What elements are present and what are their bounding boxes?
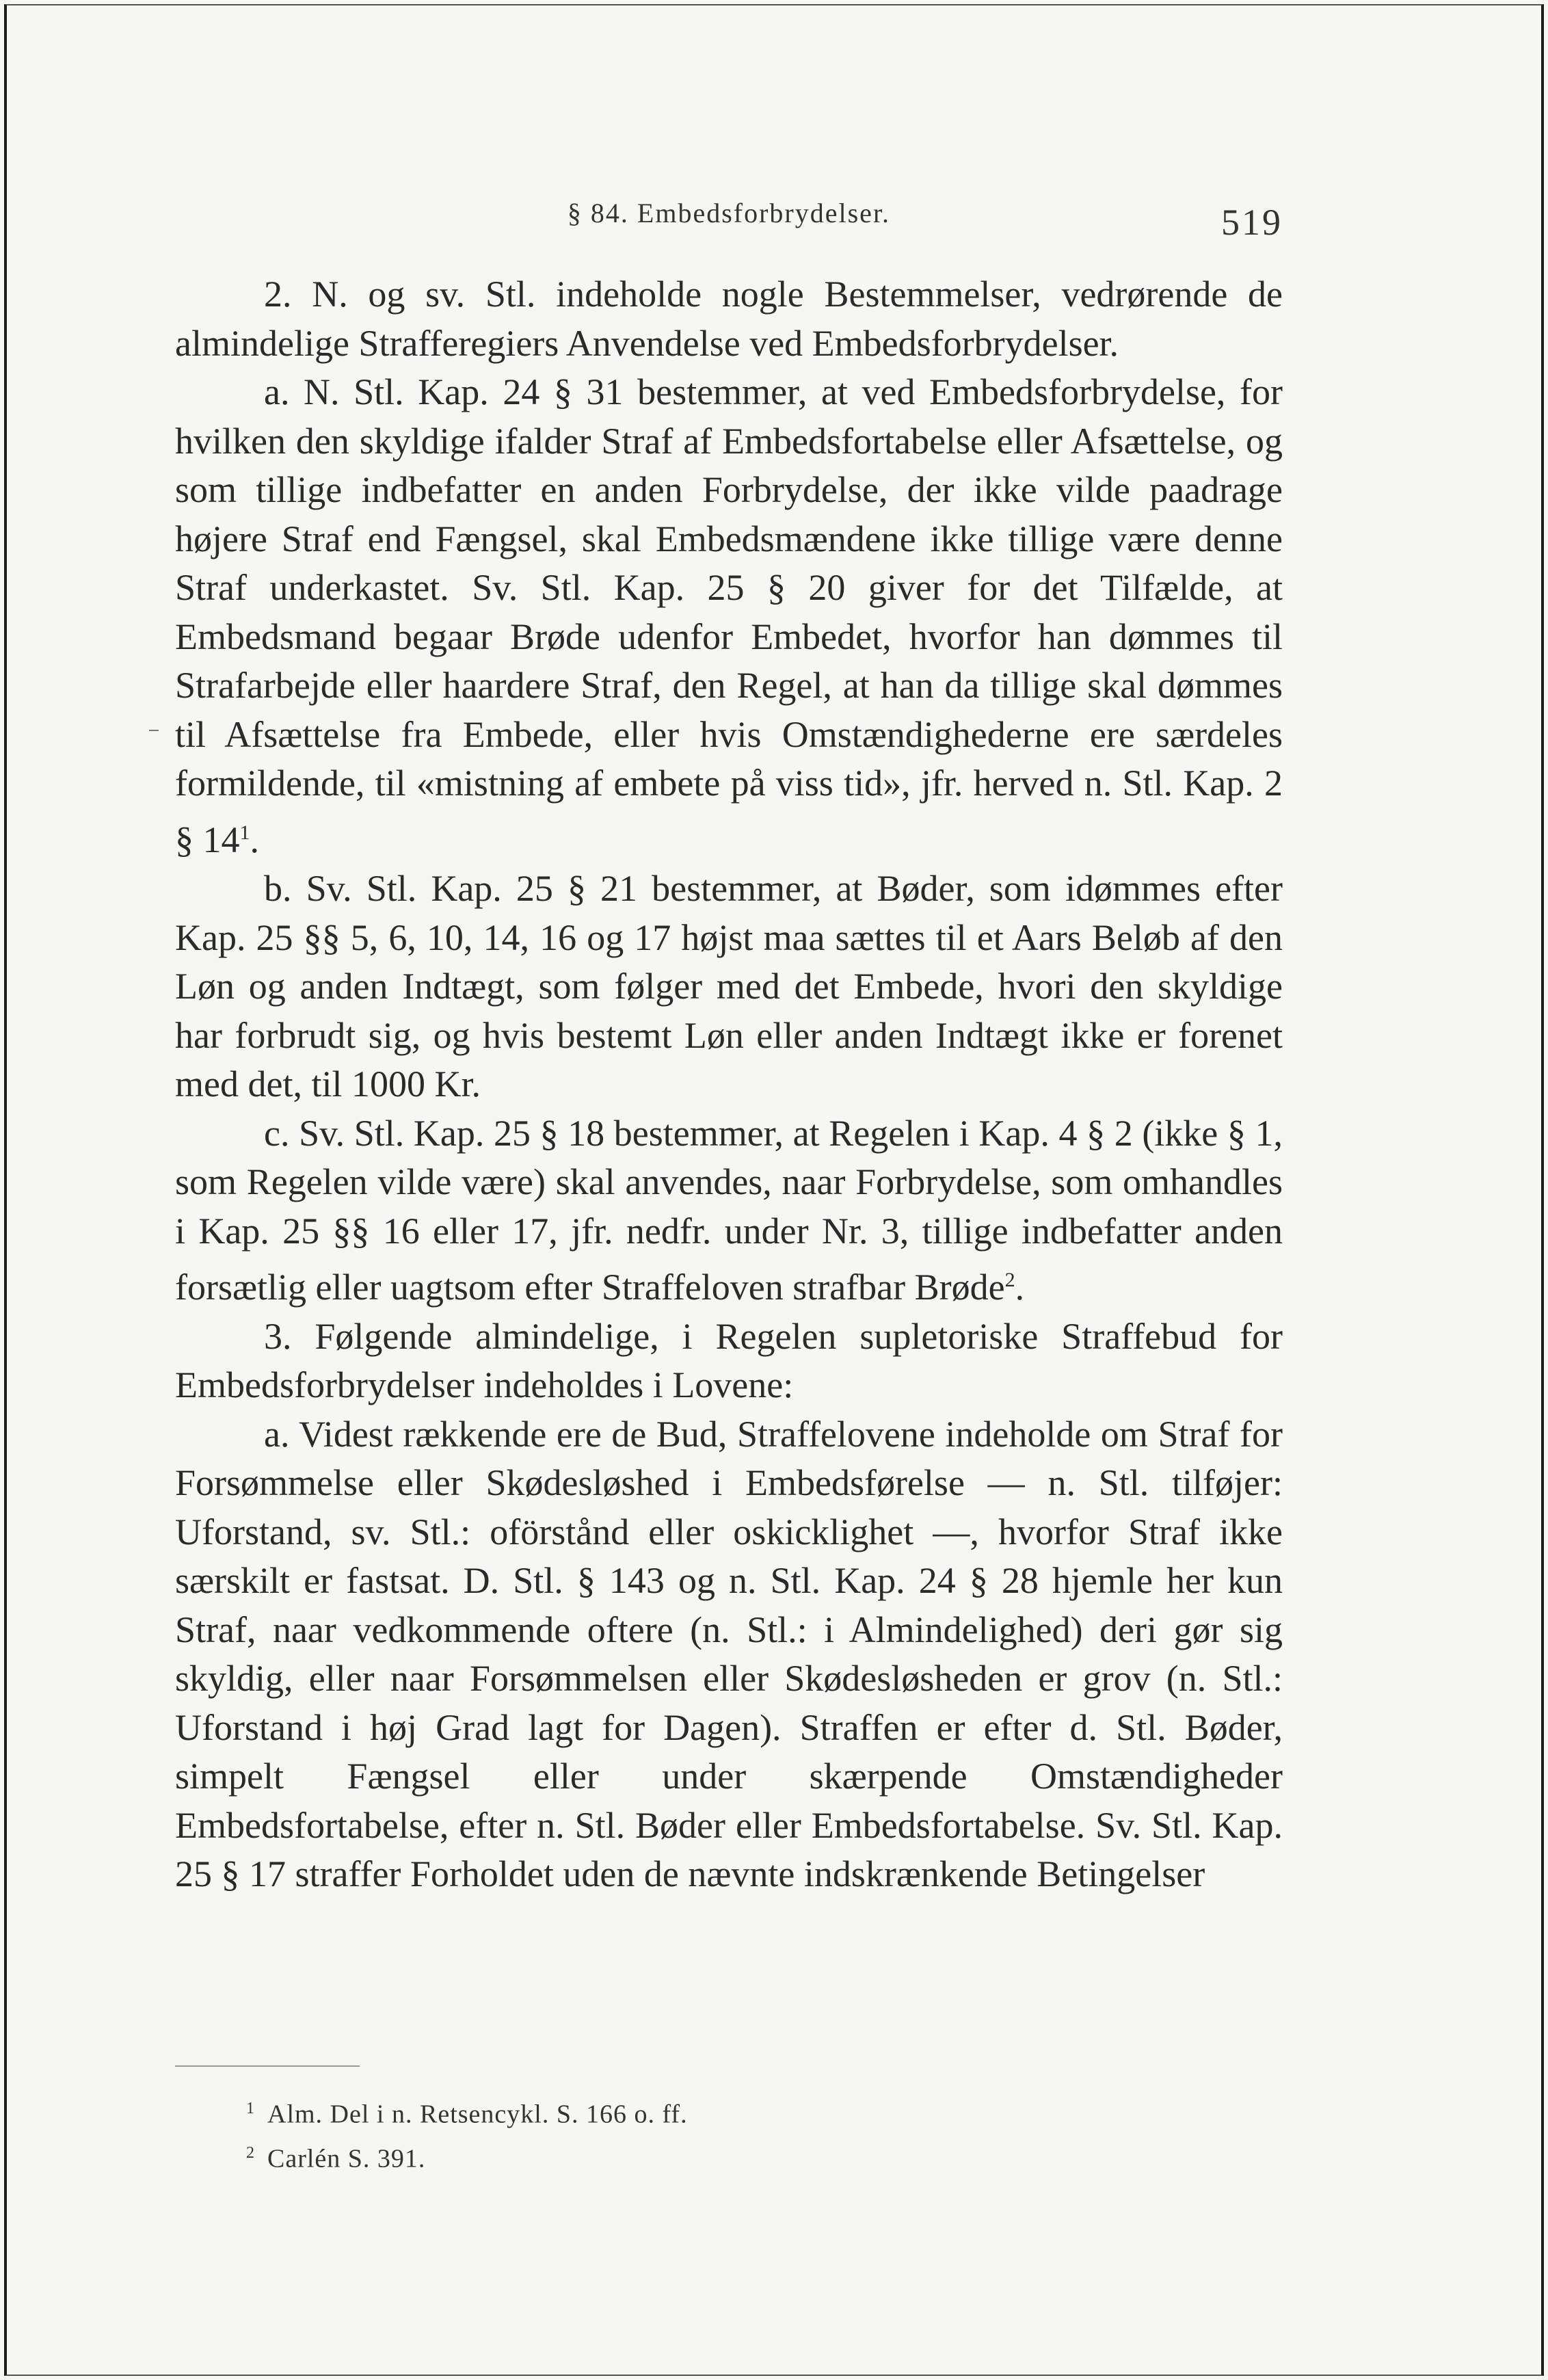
- page-number: 519: [1221, 202, 1283, 243]
- paragraph-2c-text: c. Sv. Stl. Kap. 25 § 18 bestemmer, at Regelen i Kap. 4 § 2 (ikke § 1, som Regelen vilde være) skal anvendes, naar Forbrydelse, som omhandles i Kap. 25 §§ 16 eller 17, jfr. nedfr. under Nr. 3, tillige indbefatter anden forsætlig eller uagtsom efter Straffeloven strafbar Brøde: [175, 1112, 1283, 1308]
- paragraph-2a: a. N. Stl. Kap. 24 § 31 bestemmer, at ved Embedsforbrydelse, for hvilken den skyldige ifalder Straf af Embedsfortabelse eller Afsættelse, og som tillige indbefatter en anden Forbrydelse, der ikke vilde paadrage højere Straf end Fængsel, skal Embedsmændene ikke tillige være denne Straf underkastet. Sv. Stl. Kap. 25 § 20 giver for det Tilfælde, at Embedsmand begaar Brøde udenfor Embedet, hvorfor han dømmes til Strafarbejde eller haardere Straf, den Regel, at han da tillige skal dømmes til Afsættelse fra Embede, eller hvis Omstændighederne ere særdeles formildende, til «mistning af embete på viss tid», jfr. herved n. Stl. Kap. 2 § $14^1$.: [175, 371, 1283, 860]
- footnote-ref-1: 1: [239, 821, 250, 844]
- paragraph-2b-text: b. Sv. Stl. Kap. 25 § 21 bestemmer, at Bøder, som idømmes efter Kap. 25 §§ 5, 6, 10, 14, 16 og 17 højst maa sættes til et Aars Beløb af den Løn og anden Indtægt, som følger med det Embede, hvori den skyldige har forbrudt sig, og hvis bestemt Løn eller anden Indtægt ikke er forenet med det, til 1000 Kr.: [175, 868, 1283, 1105]
- footnote-rule: [175, 2065, 360, 2067]
- paragraph-3-text: 3. Følgende almindelige, i Regelen supletoriske Straffebud for Embedsforbrydelser indeholdes i Lovene:: [175, 1315, 1283, 1405]
- footnotes: [246, 2089, 688, 2178]
- paragraph-3a-text: a. Videst rækkende ere de Bud, Straffelovene indeholde om Straf for Forsømmelse eller Skødesløshed i Embedsførelse — n. Stl. tilføjer: Uforstand, sv. Stl.: oförstånd eller oskicklighet —, hvorfor Straf ikke særskilt er fastsat. D. Stl. § 143 og n. Stl. Kap. 24 § 28 hjemle her kun Straf, naar vedkommende oftere (n. Stl.: i Almindelighed) deri gør sig skyldig, eller naar Forsømmelsen eller Skødesløsheden er grov (n. Stl.: Uforstand i høj Grad lagt for Dagen). Straffen er efter d. Stl. Bøder, simpelt Fængsel eller under skærpende Omstændigheder Embedsfortabelse, efter n. Stl. Bøder eller Embedsfortabelse. Sv. Stl. Kap. 25 § 17 straffer Forholdet uden de nævnte indskrænkende Betingelser: [175, 1413, 1283, 1894]
- margin-mark: [149, 730, 159, 731]
- paragraph-2b: [175, 864, 1283, 1109]
- body-text: [175, 270, 1283, 1899]
- page-header: [175, 190, 1283, 245]
- paragraph-2c: c. Sv. Stl. Kap. 25 § 18 bestemmer, at Regelen i Kap. 4 § 2 (ikke § 1, som Regelen vilde være) skal anvendes, naar Forbrydelse, som omhandles i Kap. 25 §§ 16 eller 17, jfr. nedfr. under Nr. 3, tillige indbefatter anden forsætlig eller uagtsom efter Straffeloven strafbar Brøde$^2$.: [175, 1112, 1283, 1308]
- footnote-1-mark: 1: [246, 2100, 255, 2117]
- footnote-1: [246, 2089, 688, 2134]
- footnote-2-mark: 2: [246, 2143, 255, 2162]
- footnote-1-text: Alm. Del i n. Retsencykl. S. 166 o. ff.: [267, 2100, 688, 2129]
- running-title: § 84. Embedsforbrydelser.: [567, 198, 891, 228]
- paragraph-2-text: 2. N. og sv. Stl. indeholde nogle Bestemmelser, vedrørende de almindelige Strafferegiers Anvendelse ved Embedsforbrydelser.: [175, 274, 1283, 364]
- paragraph-3: [175, 1312, 1283, 1410]
- footnote-ref-2: 2: [1004, 1269, 1015, 1291]
- footnote-2: [246, 2134, 688, 2178]
- paragraph-3a: [175, 1410, 1283, 1899]
- paragraph-2: [175, 270, 1283, 368]
- footnote-2-text: Carlén S. 391.: [267, 2144, 426, 2173]
- paragraph-2a-text: a. N. Stl. Kap. 24 § 31 bestemmer, at ved Embedsforbrydelse, for hvilken den skyldige ifalder Straf af Embedsfortabelse eller Afsættelse, og som tillige indbefatter en anden Forbrydelse, der ikke vilde paadrage højere Straf end Fængsel, skal Embedsmændene ikke tillige være denne Straf underkastet. Sv. Stl. Kap. 25 § 20 giver for det Tilfælde, at Embedsmand begaar Brøde udenfor Embedet, hvorfor han dømmes til Strafarbejde eller haardere Straf, den Regel, at han da tillige skal dømmes til Afsættelse fra Embede, eller hvis Omstændighederne ere særdeles formildende, til «mistning af embete på viss tid», jfr. herved n. Stl. Kap. 2 § 14: [175, 371, 1283, 860]
